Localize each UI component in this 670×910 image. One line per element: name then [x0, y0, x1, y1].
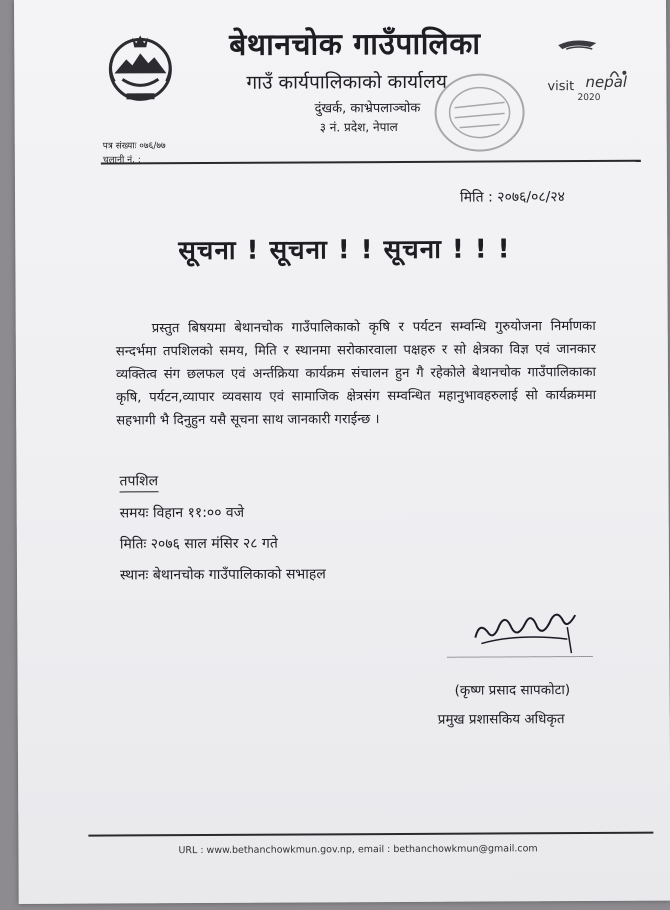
signature-line	[447, 656, 592, 658]
address-line-2: ३ नं. प्रदेश, नेपाल	[319, 119, 398, 135]
office-stamp-icon	[429, 67, 529, 158]
dispatch-number: चलानी नं. :	[102, 155, 141, 166]
detail-date: मितिः २०७६ साल मंसिर २८ गते	[119, 535, 278, 553]
letter-number: पत्र संख्याः ०७६/७७	[102, 141, 166, 152]
signer-name: (कृष्ण प्रसाद सापकोटा)	[454, 682, 571, 699]
office-name: गाउँ कार्यपालिकाको कार्यालय	[246, 70, 448, 94]
signer-title: प्रमुख प्रशासकिय अधिकृत	[437, 711, 565, 728]
visit-nepal-visit-text: visit	[547, 79, 575, 95]
nepal-government-emblem-icon	[102, 29, 178, 105]
notice-title: सूचना ! सूचना ! ! सूचना ! ! !	[178, 234, 511, 267]
header-divider	[101, 160, 641, 165]
detail-venue: स्थानः बेथानचोक गाउँपालिकाको सभाहल	[119, 566, 326, 584]
notice-date: मिति : २०७६/०८/२४	[459, 189, 565, 206]
municipality-name: बेथानचोक गाउँपालिका	[229, 26, 481, 63]
visit-nepal-nepal-text: nepal	[585, 72, 628, 92]
details-heading: तपशिल	[119, 471, 158, 492]
notice-body: प्रस्तुत बिषयमा बेथानचोक गाउँपालिकाको कृषि र पर्यटन सम्वन्धि गुरुयोजना निर्माणका सन्दर्भमा तपशिलको समय, मिति र स्थानमा सरोकारवाला पक्षहरु र सो क्षेत्रका विज्ञ एवं जानकार व्यक्तित्व संग छलफल एवं अर्न्तक्रिया कार्यक्रम संचालन हुन गै रहेकोले बेथानचोक गाउँपालिकाका कृषि, पर्यटन,व्यापार व्यवसाय एवं सामाजिक क्षेत्रसंग सम्वन्धित महानुभावहरुलाई सो कार्यक्रममा सहभागी भै दिनुहुन यसै सूचना साथ जानकारी गराईन्छ ।	[115, 318, 597, 429]
detail-time: समयः विहान ११:०० वजे	[119, 504, 245, 522]
footer-contact: URL : www.bethanchowkmun.gov.np, email : bethanchowkmun@gmail.com	[178, 843, 538, 857]
address-line-1: दुंखर्क, काभ्रेपलाञ्चोक	[314, 100, 421, 117]
notice-document	[14, 0, 670, 904]
handwritten-signature	[467, 597, 587, 658]
visit-nepal-year-text: 2020	[577, 92, 601, 104]
footer-divider	[88, 832, 653, 837]
